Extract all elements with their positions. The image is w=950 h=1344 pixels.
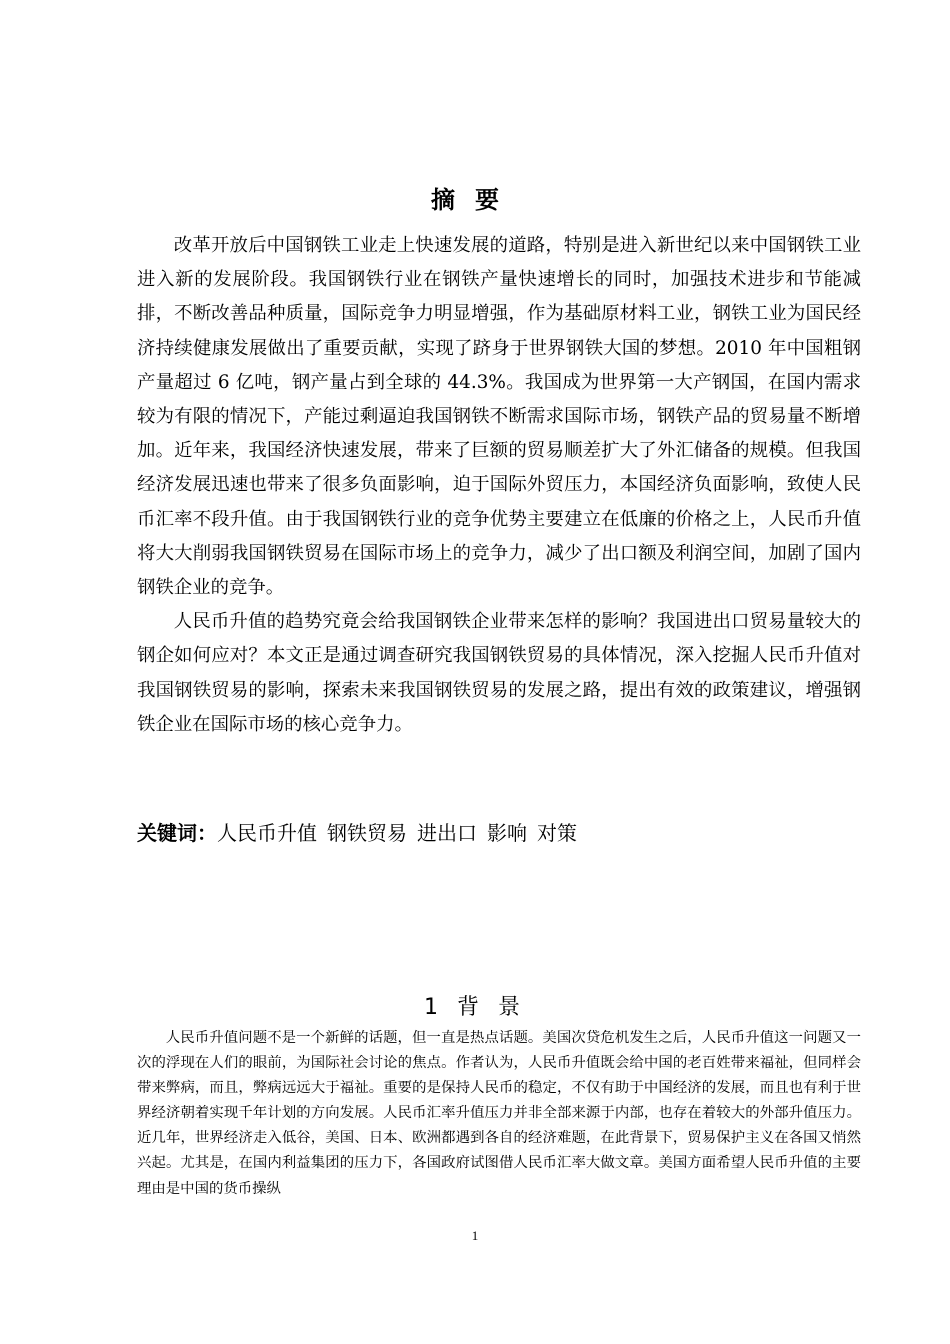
section-body [137, 1026, 861, 1202]
keyword-term: 钢铁贸易 [327, 821, 407, 845]
keyword-term: 影响 [487, 821, 527, 845]
section-heading: 1 背 景 [424, 995, 526, 1020]
keyword-term: 对策 [537, 821, 577, 845]
abstract-title: 摘要 [431, 186, 519, 214]
page-number: 1 [471, 1228, 479, 1243]
abstract-paragraph: 人民币升值的趋势究竟会给我国钢铁企业带来怎样的影响？我国进出口贸易量较大的钢企如何应对？本文正是通过调查研究我国钢铁贸易的具体情况，深入挖掘人民币升值对我国钢铁贸易的影响，探索未来我国钢铁贸易的发展之路，提出有效的政策建议，增强钢铁企业在国际市场的核心竞争力。 [137, 611, 861, 735]
abstract-body [137, 229, 861, 742]
keywords-line [137, 818, 861, 848]
keyword-term: 进出口 [417, 821, 477, 845]
keyword-term: 人民币升值 [217, 821, 317, 845]
keywords-label: 关键词： [137, 821, 217, 845]
section-paragraph: 人民币升值问题不是一个新鲜的话题，但一直是热点话题。美国次贷危机发生之后，人民币升值这一问题又一次的浮现在人们的眼前，为国际社会讨论的焦点。作者认为，人民币升值既会给中国的老百姓带来福祉，但同样会带来弊病，而且，弊病远远大于福祉。重要的是保持人民币的稳定，不仅有助于中国经济的发展，而且也有利于世界经济朝着实现千年计划的方向发展。人民币汇率升值压力并非全部来源于内部，也存在着较大的外部升值压力。近几年，世界经济走入低谷，美国、日本、欧洲都遇到各自的经济难题，在此背景下，贸易保护主义在各国又悄然兴起。尤其是，在国内利益集团的压力下，各国政府试图借人民币汇率大做文章。美国方面希望人民币升值的主要理由是中国的货币操纵 [137, 1030, 861, 1197]
abstract-paragraph: 改革开放后中国钢铁工业走上快速发展的道路，特别是进入新世纪以来中国钢铁工业进入新的发展阶段。我国钢铁行业在钢铁产量快速增长的同时，加强技术进步和节能减排，不断改善品种质量，国际竞争力明显增强，作为基础原材料工业，钢铁工业为国民经济持续健康发展做出了重要贡献，实现了跻身于世界钢铁大国的梦想。2010 年中国粗钢产量超过 6 亿吨，钢产量占到全球的 44.3%。我国成为世界第一大产钢国，在国内需求较为有限的情况下，产能过剩逼迫我国钢铁不断需求国际市场，钢铁产品的贸易量不断增加。近年来，我国经济快速发展，带来了巨额的贸易顺差扩大了外汇储备的规模。但我国经济发展迅速也带来了很多负面影响，迫于国际外贸压力，本国经济负面影响，致使人民币汇率不段升值。由于我国钢铁行业的竞争优势主要建立在低廉的价格之上，人民币升值将大大削弱我国钢铁贸易在国际市场上的竞争力，减少了出口额及利润空间，加剧了国内钢铁企业的竞争。 [137, 235, 861, 599]
